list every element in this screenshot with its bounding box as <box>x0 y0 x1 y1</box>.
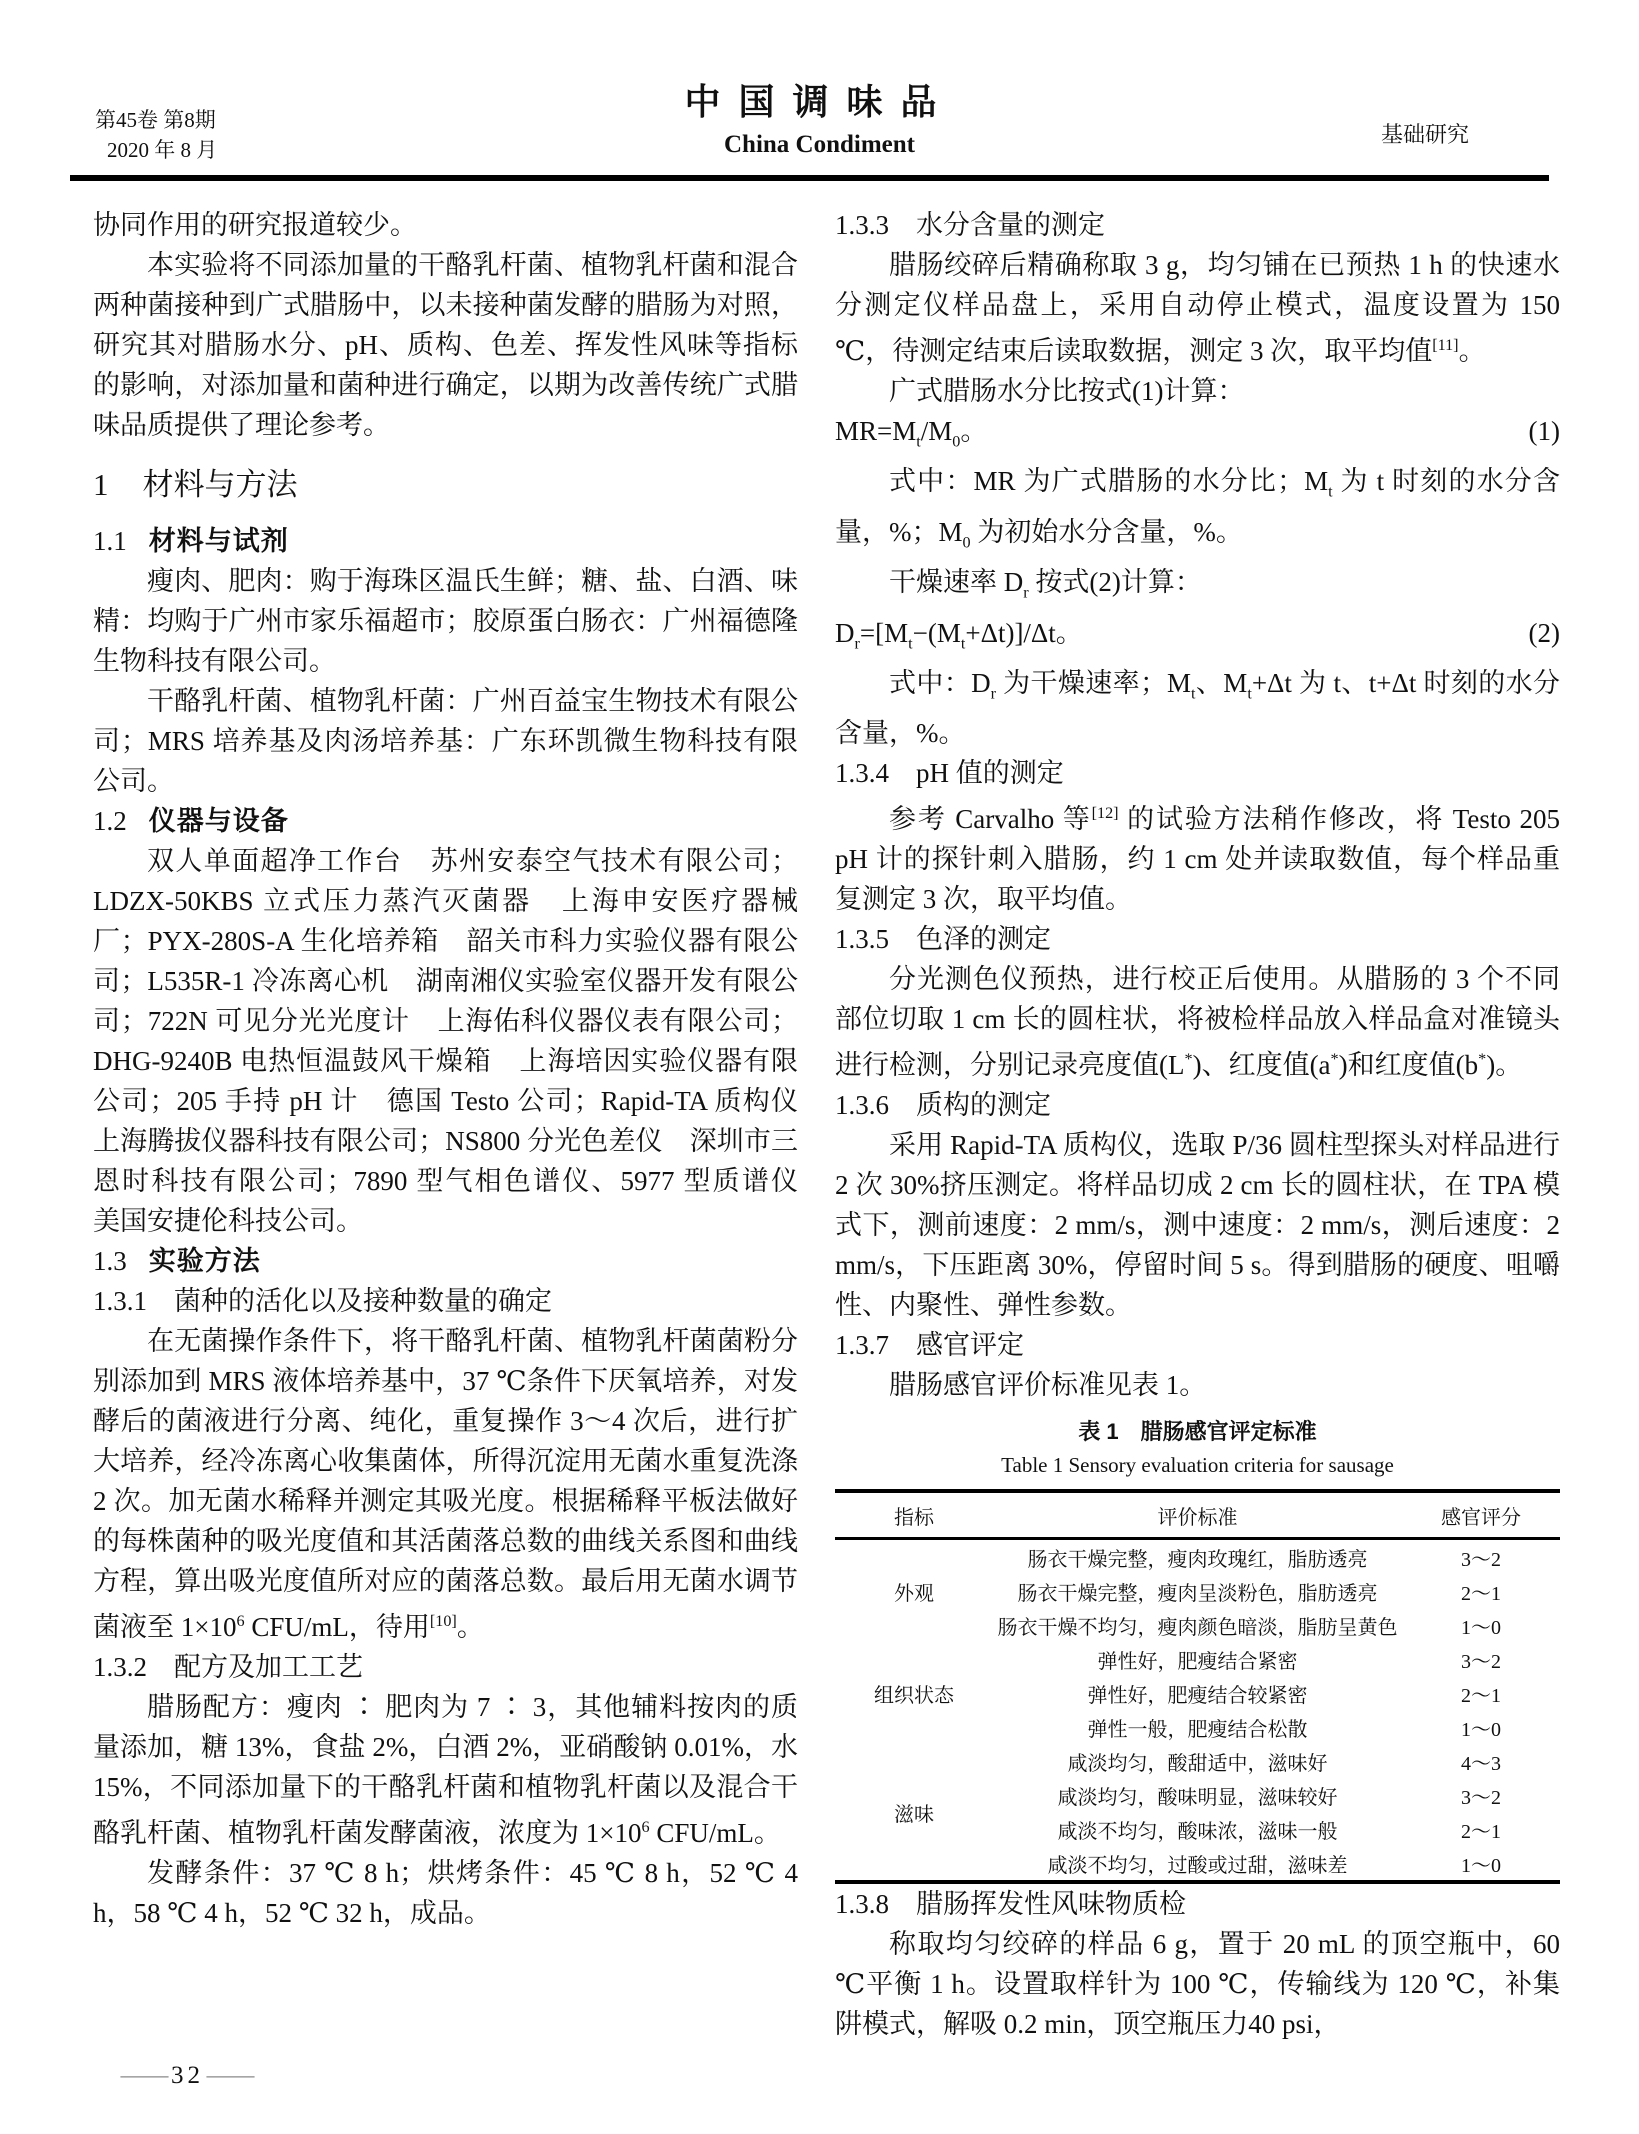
heading-title: 实验方法 <box>148 1246 261 1276</box>
score-cell: 2～1 <box>1461 1684 1501 1707</box>
journal-title-zh: 中国调味品 <box>684 81 955 122</box>
heading-1-3-6: 1.3.6 质构的测定 <box>835 1090 1051 1121</box>
table-header-row <box>835 1491 1560 1539</box>
paragraph-1-3-2-conditions: 发酵条件：37 ℃ 8 h；烘烤条件：45 ℃ 8 h，52 ℃ 4 h，58 ℃ 4 h，52 ℃ 32 h，成品。 <box>93 1858 798 1928</box>
table-row <box>835 1744 1560 1778</box>
group-label-appearance: 外观 <box>894 1582 934 1605</box>
equation-2-lead: 干燥速率 $D_r$ 按式(2)计算： <box>889 567 1202 602</box>
heading-1-2 <box>93 801 798 841</box>
criteria-cell: 咸淡不均匀，过酸或过甜，滋味差 <box>1047 1854 1348 1877</box>
criteria-cell: 咸淡不均匀，酸味浓，滋味一般 <box>1057 1820 1338 1843</box>
paragraph-1-3-2-recipe: 腊肠配方：瘦肉 ∶ 肥肉为 7 ∶ 3，其他辅料按肉的质量添加，糖 13%，食盐 2%，白酒 2%，亚硝酸钠 0.01%，水 15%，不同添加量下的干酪乳杆菌和植物乳杆菌以及混合干酪乳杆菌、植物乳杆菌发酵菌液，浓度为 $1\times 10^6$ CFU/mL。 <box>93 1692 798 1848</box>
criteria-cell: 咸淡均匀，酸味明显，滋味较好 <box>1057 1786 1338 1809</box>
criteria-cell: 弹性好，肥瘦结合紧密 <box>1097 1650 1298 1673</box>
score-cell: 2～1 <box>1461 1820 1501 1843</box>
equation-2-note: 式中：$D_r$ 为干燥速率；$M_t$、$M_t+\Delta t$ 为 t、t+Δt 时刻的水分含量，%。 <box>835 667 1561 749</box>
criteria-cell: 肠衣干燥完整，瘦肉玫瑰红，脂肪透亮 <box>1027 1548 1368 1571</box>
heading-title: 仪器与设备 <box>148 806 289 836</box>
table-row <box>835 1642 1560 1676</box>
paragraph-materials-2: 干酪乳杆菌、植物乳杆菌：广州百益宝生物技术有限公司；MRS 培养基及肉汤培养基：广东环凯微生物科技有限公司。 <box>93 686 798 796</box>
paragraph-1-3-3: 腊肠绞碎后精确称取 3 g，均匀铺在已预热 1 h 的快速水分测定仪样品盘上，采用自动停止模式，温度设置为 150 ℃，待测定结束后读取数据，测定 3 次，取平均值[11]。 <box>835 250 1560 366</box>
paragraph-intro: 本实验将不同添加量的干酪乳杆菌、植物乳杆菌和混合两种菌接种到广式腊肠中，以未接种菌发酵的腊肠为对照，研究其对腊肠水分、pH、质构、色差、挥发性风味等指标的影响，对添加量和菌种进行确定，以期为改善传统广式腊味品质提供了理论参考。 <box>93 250 798 440</box>
sensory-evaluation-table <box>835 1489 1560 1884</box>
paragraph-1-3-8: 称取均匀绞碎的样品 6 g，置于 20 mL 的顶空瓶中，60 ℃平衡 1 h。设置取样针为 100 ℃，传输线为 120 ℃，补集阱模式，解吸 0.2 min，顶空瓶压力40 psi， <box>835 1929 1560 2040</box>
criteria-cell: 弹性好，肥瘦结合较紧密 <box>1087 1684 1308 1707</box>
score-cell: 1～0 <box>1461 1616 1501 1639</box>
article-body <box>93 205 1560 2044</box>
score-cell: 3～2 <box>1461 1650 1501 1673</box>
equation-2 <box>835 613 1560 663</box>
equation-2-formula: $D_r=[M_t-(M_t+\Delta t)]/\Delta t$。 <box>835 617 1083 652</box>
paragraph-1-3-6: 采用 Rapid-TA 质构仪，选取 P/36 圆柱型探头对样品进行 2 次 30%挤压测定。将样品切成 2 cm 长的圆柱状，在 TPA 模式下，测前速度：2 mm/s，测中速度：2 mm/s，测后速度：2 mm/s，下压距离 30%，停留时间 5 s。得到腊肠的硬度、咀嚼性、内聚性、弹性参数。 <box>835 1130 1560 1321</box>
equation-1-formula: $MR=M_t/M_0$。 <box>835 416 988 451</box>
heading-1-3-7: 1.3.7 感官评定 <box>835 1330 1024 1361</box>
column-header-score: 感官评分 <box>1402 1491 1560 1539</box>
criteria-cell: 肠衣干燥完整，瘦肉呈淡粉色，脂肪透亮 <box>1017 1582 1378 1605</box>
equation-1-note: 式中：MR 为广式腊肠的水分比；$M_t$ 为 t 时刻的水分含量，%；$M_0$ 为初始水分含量，%。 <box>835 466 1560 552</box>
equation-1 <box>835 411 1560 461</box>
score-cell: 4～3 <box>1461 1752 1501 1775</box>
score-cell: 3～2 <box>1461 1786 1501 1809</box>
heading-1 <box>93 465 798 505</box>
heading-1-3-8: 1.3.8 腊肠挥发性风味物质检 <box>835 1889 1186 1920</box>
heading-number: 1.2 <box>93 806 127 836</box>
heading-title: 材料与方法 <box>142 467 298 502</box>
footer-dash-left: — <box>120 2062 169 2089</box>
table-row <box>835 1539 1560 1575</box>
score-cell: 1～0 <box>1461 1854 1501 1877</box>
heading-title: 材料与试剂 <box>148 526 289 556</box>
column-header-criteria: 评价标准 <box>993 1491 1402 1539</box>
heading-number: 1 <box>93 467 109 502</box>
paragraph-1-3-1: 在无菌操作条件下，将干酪乳杆菌、植物乳杆菌菌粉分别添加到 MRS 液体培养基中，37 ℃条件下厌氧培养，对发酵后的菌液进行分离、纯化，重复操作 3～4 次后，进行扩大培养，经冷冻离心收集菌体，所得沉淀用无菌水重复洗涤 2 次。加无菌水稀释并测定其吸光度。根据稀释平板法做好的每株菌种的吸光度值和其活菌落总数的曲线关系图和曲线方程，算出吸光度值所对应的菌落总数。最后用无菌水调节菌液至 $1\times 10^6$ CFU/mL，待用[10]。 <box>93 1326 798 1642</box>
table-caption-zh: 表 1 腊肠感官评定标准 <box>1078 1419 1317 1445</box>
footer-dash-right: — <box>206 2062 255 2089</box>
heading-1-3-5: 1.3.5 色泽的测定 <box>835 924 1051 955</box>
equation-2-number: (2) <box>1528 617 1560 648</box>
header-rule <box>70 175 1549 181</box>
table-header <box>835 1491 1560 1539</box>
journal-title-en: China Condiment <box>723 131 915 158</box>
group-label-taste: 滋味 <box>894 1803 934 1826</box>
paragraph-1-3-5: 分光测色仪预热，进行校正后使用。从腊肠的 3 个不同部位切取 1 cm 长的圆柱状，将被检样品放入样品盒对准镜头进行检测，分别记录亮度值(L*)、红度值(a*)和红度值(b*)。 <box>835 964 1560 1081</box>
score-cell: 3～2 <box>1461 1548 1501 1571</box>
criteria-cell: 肠衣干燥不均匀，瘦肉颜色暗淡，脂肪呈黄色 <box>997 1616 1398 1639</box>
paragraph-1-3-4: 参考 Carvalho 等[12] 的试验方法稍作修改，将 Testo 205 pH 计的探针刺入腊肠，约 1 cm 处并读取数值，每个样品重复测定 3 次，取平均值。 <box>835 804 1560 915</box>
volume-issue: 第45卷 第8期 <box>95 108 216 132</box>
heading-1-3-1: 1.3.1 菌种的活化以及接种数量的确定 <box>93 1286 552 1316</box>
criteria-cell: 弹性一般，肥瘦结合松散 <box>1087 1718 1308 1741</box>
table-caption-en: Table 1 Sensory evaluation criteria for sausage <box>1001 1453 1394 1478</box>
heading-1-1 <box>93 521 798 561</box>
heading-1-3-3: 1.3.3 水分含量的测定 <box>835 210 1105 240</box>
page-number: 32 <box>171 2062 204 2089</box>
heading-1-3 <box>93 1241 798 1281</box>
paragraph-continuation: 协同作用的研究报道较少。 <box>93 210 417 240</box>
issue-date: 2020 年 8 月 <box>107 138 218 162</box>
group-label-texture: 组织状态 <box>874 1684 954 1707</box>
section-label: 基础研究 <box>1380 122 1469 147</box>
heading-1-3-2: 1.3.2 配方及加工工艺 <box>93 1652 363 1682</box>
column-header-index: 指标 <box>835 1491 993 1539</box>
score-cell: 1～0 <box>1461 1718 1501 1741</box>
paragraph-1-3-7: 腊肠感官评价标准见表 1。 <box>889 1370 1207 1401</box>
left-column <box>93 205 825 2044</box>
heading-number: 1.3 <box>93 1246 127 1276</box>
heading-number: 1.1 <box>93 526 127 556</box>
equation-1-lead: 广式腊肠水分比按式(1)计算： <box>889 376 1245 406</box>
criteria-cell: 咸淡均匀，酸甜适中，滋味好 <box>1067 1752 1328 1775</box>
heading-1-3-4: 1.3.4 pH 值的测定 <box>835 758 1064 789</box>
score-cell: 2～1 <box>1461 1582 1501 1605</box>
equation-1-number: (1) <box>1528 416 1560 446</box>
paragraph-materials-1: 瘦肉、肥肉：购于海珠区温氏生鲜；糖、盐、白酒、味精：均购于广州市家乐福超市；胶原蛋白肠衣：广州福德隆生物科技有限公司。 <box>93 566 798 676</box>
right-column <box>835 205 1560 2044</box>
page-footer <box>118 2062 257 2090</box>
paragraph-instruments: 双人单面超净工作台 苏州安泰空气技术有限公司；LDZX-50KBS 立式压力蒸汽灭菌器 上海申安医疗器械厂；PYX-280S-A 生化培养箱 韶关市科力实验仪器有限公司；L535R-1 冷冻离心机 湖南湘仪实验室仪器开发有限公司；722N 可见分光光度计 上海佑科仪器仪表有限公司；DHG-9240B 电热恒温鼓风干燥箱 上海培因实验仪器有限公司；205 手持 pH 计 德国 Testo 公司；Rapid-TA 质构仪 上海腾拔仪器科技有限公司；NS800 分光色差仪 深圳市三恩时科技有限公司；7890 型气相色谱仪、5977 型质谱仪 美国安捷伦科技公司。 <box>93 846 825 1236</box>
